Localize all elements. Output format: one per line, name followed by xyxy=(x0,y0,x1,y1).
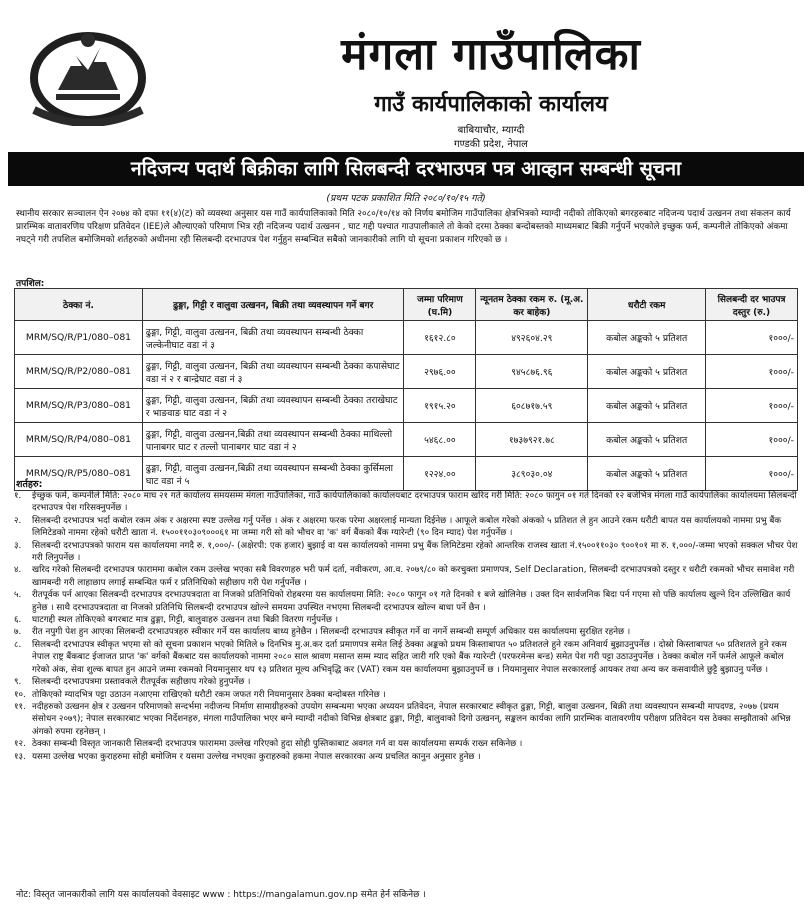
table-row xyxy=(15,389,798,423)
condition-text: सिलबन्दी दरभाउपत्रको फाराम यस कार्यालयमा नगदै रु. १,०००/- (अक्षेरपी: एक हजार) बुझाई वा यस कार्यालयको नाममा प्रभु बैंक लिमिटेडमा रहेको आन्तरिक राजस्व खाता नं.१५००११०३० ९००१०१ मा रु. १,०००/-जम्मा भएको सक्कल भौचर पेश गरी लिनुपर्नेछ । xyxy=(32,540,798,564)
publication-note: (प्रथम पटक प्रकाशित मिति २०८०/१०/१५ गते) xyxy=(326,193,486,204)
deposit: कबोल अङ्कको ५ प्रतिशत xyxy=(588,389,706,423)
fee: १०००/- xyxy=(706,389,798,423)
conditions-title: शर्तहरु: xyxy=(16,479,43,490)
deposit: कबोल अङ्कको ५ प्रतिशत xyxy=(588,355,706,389)
contract-id: MRM/SQ/R/P5/080–081 xyxy=(15,457,143,491)
table-row xyxy=(15,355,798,389)
fee: १०००/- xyxy=(706,355,798,389)
list-item xyxy=(14,751,798,763)
contract-id: MRM/SQ/R/P2/080–081 xyxy=(15,355,143,389)
deposit: कबोल अङ्कको ५ प्रतिशत xyxy=(588,457,706,491)
table-row xyxy=(15,457,798,491)
quantity: १९१५.२० xyxy=(404,389,476,423)
col-header-fee: सिलबन्दी दर भाउपत्र दस्तुर (रु.) xyxy=(706,289,798,321)
nepal-emblem-logo xyxy=(18,18,180,126)
min-amount: ६०८७१७.५९ xyxy=(476,389,588,423)
condition-text: रीतपूर्वक पर्न आएका सिलबन्दी दरभाउपत्र दरभाउपत्रदाता वा निजको प्रतिनिधिको रोहबरमा यस कार्यालयमा मिति: २०८० फागुन ०१ गते दिनको १ बजे खोलिनेछ । उक्त दिन सार्वजनिक बिदा पर्न गएमा सो पछि कार्यालय खुल्ने दिन उल्लिखित कार्य हुनेछ । साथै दरभाउपत्रदाता वा निजको प्रतिनिधि सिलबन्दी दरभाउपत्र खोल्ने समयमा उपस्थित नभएमा सिलबन्दी दरभाउपत्र खोल्न बाधा पर्ने छैन । xyxy=(32,590,791,613)
list-item xyxy=(14,614,798,626)
conditions-list xyxy=(14,490,798,763)
min-amount: ९४५८७६.९६ xyxy=(476,355,588,389)
table-header-row xyxy=(15,289,798,321)
contract-id: MRM/SQ/R/P4/080–081 xyxy=(15,423,143,457)
condition-number: ७. xyxy=(14,627,22,638)
col-header-site: ढुङ्गा, गिट्टी र वालुवा उत्खनन, बिक्री तथा व्यवस्थापन गर्ने बगर xyxy=(142,289,404,321)
condition-number: १३. xyxy=(14,751,26,762)
condition-text: यसमा उल्लेख भएका कुराहरुमा सोही बमोजिम र यसमा उल्लेख नभएका कुराहरुको हकमा नेपाल सरकारका अन्य प्रचलित कानुन अनुसार हुनेछ । xyxy=(32,751,481,762)
list-item xyxy=(14,639,798,676)
list-item xyxy=(14,689,798,701)
condition-number: ८. xyxy=(14,639,22,650)
list-item xyxy=(14,515,798,540)
condition-text: नदीहरुको उत्खनन क्षेत्र र उत्खनन परिमाणको सन्दर्भमा नदीजन्य निर्माण सामाग्रीहरुको उपयोग सम्बन्धमा भएका अध्ययन प्रतिवेदन, नेपाल सरकारबाट स्वीकृत ढुङ्गा, गिट्टी, बालुवा उत्खनन, बिक्री तथा व्यवस्थापन सम्बन्धी मापदण्ड, २०७७ (प्रथम संसोधन २०७९); नेपाल सरकारबाट भएका निर्देशनहरु, मंगला गाउँपालिका भएर बग्ने म्याग्दी नदीको विभिन्न क्षेत्रबाट ढुङ्गा, गिट्टी, बालुवाको दिगो उत्खनन्, सङ्कलन कार्यका लागि प्रारम्भिक वातावरणीय परीक्षण प्रतिवेदन यस ठेक्का सम्झौताको अभिन्न अंगको रुपमा रहनेछन् । xyxy=(32,701,791,737)
table-row xyxy=(15,423,798,457)
condition-number: २. xyxy=(14,515,22,526)
list-item xyxy=(14,626,798,638)
address-line-1: बाबियाचौर, म्याग्दी xyxy=(457,125,525,136)
condition-number: ५. xyxy=(14,590,22,601)
contract-id: MRM/SQ/R/P3/080–081 xyxy=(15,389,143,423)
list-item xyxy=(14,701,798,738)
quantity: ५४६८.०० xyxy=(404,423,476,457)
site-description: ढुङ्गा, गिट्टी, वालुवा उत्खनन, बिक्री तथा व्यवस्थापन सम्बन्धी ठेक्का जल्केनीघाट वडा नं ३ xyxy=(142,321,404,355)
notice-heading: नदिजन्य पदार्थ बिक्रीका लागि सिलबन्दी दरभाउपत्र पत्र आव्हान सम्बन्धी सूचना xyxy=(8,152,804,186)
col-header-contract-no: ठेक्का नं. xyxy=(15,289,143,321)
list-item xyxy=(14,589,798,614)
condition-text: घाटगद्दी स्थल तोकिएको बगरबाट मात्र ढुङ्गा, गिट्टी, बालुवाहरु उत्खनन तथा बिक्री वितरण गर्नुपर्नेछ । xyxy=(32,615,339,626)
condition-number: ९. xyxy=(14,677,22,688)
condition-number: ६. xyxy=(14,615,22,626)
municipality-title: मंगला गाउँपालिका xyxy=(341,29,641,80)
condition-number: १०. xyxy=(14,689,26,700)
website-footnote: नोट: विस्तृत जानकारीको लागि यस कार्यालयको वेवसाइट www : https://mangalamun.gov.np समेत हेर्न सकिनेछ । xyxy=(16,890,426,900)
condition-text: रीत नपुगी पेश हुन आएका सिलबन्दी दरभाउपत्रहरु स्वीकार गर्ने यस कार्यालय बाध्य हुनेछैन । सिलबन्दी दरभाउपत्र स्वीकृत गर्ने वा नगर्ने सम्बन्धी सम्पूर्ण अधिकार यस कार्यालयमा सुरक्षित रहनेछ । xyxy=(32,627,631,638)
min-amount: १७३७९२१.७८ xyxy=(476,423,588,457)
condition-number: १२. xyxy=(14,739,26,750)
site-description: ढुङ्गा, गिट्टी, वालुवा उत्खनन, बिक्री तथा व्यवस्थापन सम्बन्धी ठेक्का कपासेघाट वडा नं २ र बान्द्रेघाट वडा नं ३ xyxy=(142,355,404,389)
fee: १०००/- xyxy=(706,457,798,491)
contracts-table xyxy=(14,288,798,491)
contract-id: MRM/SQ/R/P1/080–081 xyxy=(15,321,143,355)
condition-number: १. xyxy=(14,491,22,501)
min-amount: ४९२६०४.२९ xyxy=(476,321,588,355)
list-item xyxy=(14,676,798,688)
list-item xyxy=(14,490,798,515)
condition-text: सिलबन्दी दरभाउपत्रमा प्रस्तावकले रीतपूर्वक सहीछाप गरेको हुनुपर्नेछ । xyxy=(32,677,251,688)
condition-text: सिलबन्दी दरभाउपत्र स्वीकृत भएमा सो को सूचना प्रकाशन भएको मितिले ७ दिनभित्र मु.अ.कर दर्ता प्रमाणपत्र समेत लिई ठेक्का अङ्कको प्रथम किस्ताबापत ५० प्रतिशतले हुने रकम अनिवार्य बुझाउनुपर्नेछ । दोस्रो किस्ताबापत ५० प्रतिशतले हुने रकम नेपाल राष्ट्र बैंकबाट ईजाजत प्राप्त 'क' वर्गको बैंकबाट यस कार्यालयको नाममा २०८० साल श्रावण मसान्त सम्म म्याद सहित जारी गरि एको बैंक ग्यारेन्टी (परफरमेन्स बन्ड) समेत पेश गरी पट्टा उठाउनुपर्नेछ । ठेक्का कबोल गर्ने फर्मले आफूले कबोल गरेको अंक, सेवा शुल्क बापत हुन आउने जम्मा रकमको नियमानुसार थप १३ प्रतिशत मूल्य अभिवृद्धि कर (VAT) रकम यस कार्यालयमा बुझाउनुपर्ने छ । नियमानुसार नेपाल सरकारलाई आयकर तथा अन्य कर कसवायीले छुट्टै बुझाउनु पर्नेछ । xyxy=(32,639,787,675)
table-row xyxy=(15,321,798,355)
condition-text: सिलबन्दी दरभाउपत्र भर्दा कबोल रकम अंक र अक्षरमा स्पष्ट उल्लेख गर्नु पर्नेछ । अंक र अक्षरमा फरक परेमा अक्षरलाई मान्यता दिईनेछ । आफूले कबोल गरेको अंकको ५ प्रतिशत ले हुन आउने रकम धरौटी बापत यस कार्यालयको नाममा प्रभु बैंक लिमिटेडको नाममा रहेको धरौटी खाता नं. १५००११०३०९०००६१ मा जम्मा गरी सो को भौचर वा 'क' वर्ग बैंकको बैंक ग्यारेन्टी (९० दिन म्याद) पेश गर्नुपर्नेछ । xyxy=(32,515,782,539)
site-description: ढुङ्गा, गिट्टी, वालुवा उत्खनन,बिक्री तथा व्यवस्थापन सम्बन्धी ठेक्का कुर्सिमला घाट वडा नं ५ xyxy=(142,457,404,491)
list-item xyxy=(14,540,798,565)
deposit: कबोल अङ्कको ५ प्रतिशत xyxy=(588,321,706,355)
details-label: तपशिल: xyxy=(16,279,45,289)
list-item xyxy=(14,564,798,589)
header xyxy=(0,0,812,150)
condition-text: खरिद गरेको सिलबन्दी दरभाउपत्र फाराममा कबोल रकम उल्लेख भएका सबै विवरणहरु भरी फर्म दर्ता, नवीकरण, आ.व. २०७९/८० को करचुक्ता प्रमाणपत्र, Self Declaration, सिलबन्दी दरभाउपत्रको दस्तुर र धरौटी रकमको भौचर समावेश गरी खामबन्दी गरी लाहाछाप लगाई सम्बन्धित फर्म र प्रतिनिधिको सहीछाप गरी पेश गर्नुपर्नेछ । xyxy=(32,565,795,588)
office-subtitle: गाउँ कार्यपालिकाको कार्यालय xyxy=(374,92,608,117)
col-header-deposit: धरौटी रकम xyxy=(588,289,706,321)
site-description: ढुङ्गा, गिट्टी, वालुवा उत्खनन,बिक्री तथा व्यवस्थापन सम्बन्धी ठेक्का माथिल्लो पानाबगर घाट र तल्लो पानाबगर घाट वडा नं २ xyxy=(142,423,404,457)
address-line-2: गण्डकी प्रदेश, नेपाल xyxy=(454,139,528,150)
quantity: १२२४.०० xyxy=(404,457,476,491)
site-description: ढुङ्गा, गिट्टी, वालुवा उत्खनन, बिक्री तथा व्यवस्थापन सम्बन्धी ठेक्का तराखेघाट र भाङवाङ घाट वडा नं २ xyxy=(142,389,404,423)
list-item xyxy=(14,738,798,750)
col-header-min-amount: न्यूनतम ठेक्का रकम रु. (मू.अ. कर बाहेक) xyxy=(476,289,588,321)
quantity: २९७६.०० xyxy=(404,355,476,389)
fee: १०००/- xyxy=(706,423,798,457)
condition-number: ३. xyxy=(14,540,22,551)
condition-text: ठेक्का सम्बन्धी विस्तृत जानकारी सिलबन्दी दरभाउपत्र फाराममा उल्लेख गरिएको हुदा सोही पुस्तिकाबाट अवगत गर्न वा यस कार्यालयमा सम्पर्क राख्न सकिनेछ । xyxy=(32,739,523,750)
fee: १०००/- xyxy=(706,321,798,355)
deposit: कबोल अङ्कको ५ प्रतिशत xyxy=(588,423,706,457)
condition-number: ११. xyxy=(14,701,26,712)
condition-number: ४. xyxy=(14,565,22,576)
condition-text: ईच्छुक फर्म, कम्पनीले मिति: २०८० माघ २१ गते कार्यालय समयसम्म मंगला गाउँपालिका, गाउँ कार्यपालिकाको कार्यालयबाट दरभाउपत्र फाराम खरिद गरी मिति: २०८० फागुन ०१ गते दिनको १२ बजेभित्र मंगला गाउँ कार्यपालिका कार्यालयमा सिलबन्दी दरभाउपत्र पेश गरिसक्नुपर्नेछ । xyxy=(32,491,797,514)
col-header-quantity: जम्मा परिमाण (घ.मि) xyxy=(404,289,476,321)
intro-paragraph: स्थानीय सरकार सञ्चालन ऐन २०७४ को दफा ११(४)(ट) को व्यवस्था अनुसार यस गाउँ कार्यपालिकाको मिति २०८०/१०/१४ को निर्णय बमोजिम गाउँपालिका क्षेत्रभित्रको म्याग्दी नदीको तोकिएको बगरहरुबाट नदिजन्य पदार्थ उत्खनन तथा संकलन कार्य प्रारम्भिक वातावरणिय परिक्षण प्रतिवेदन (IEE)ले औल्याएको परिमाण भित्र रही नदिजन्य पदार्थ उत्खनन , घाट गद्दी पश्चात गाउपालीकाले तो केको दरमा ठेक्का बन्दोबस्तको माध्यमबाट बिक्री गर्नुपर्ने भएकोले इच्छुक फर्म, कम्पनीले तोकिएको अंकमा नघट्ने गरी तपशिल बमोजिमको शर्तहरुको अधीनमा रही सिलबन्दी दरभाउपत्र पेश गर्नुहुन सम्बन्धित सबैको जानकारीको लागि यो सूचना प्रकाशन गरिएको छ । xyxy=(16,209,791,245)
condition-text: तोकिएको म्यादभित्र पट्टा उठाउन नआएमा राखिएको धरौटी रकम जफत गरी नियमानुसार ठेक्का बन्दोबस्त गरिनेछ । xyxy=(32,689,386,700)
quantity: १६१२.८० xyxy=(404,321,476,355)
min-amount: ३८९०३०.०४ xyxy=(476,457,588,491)
